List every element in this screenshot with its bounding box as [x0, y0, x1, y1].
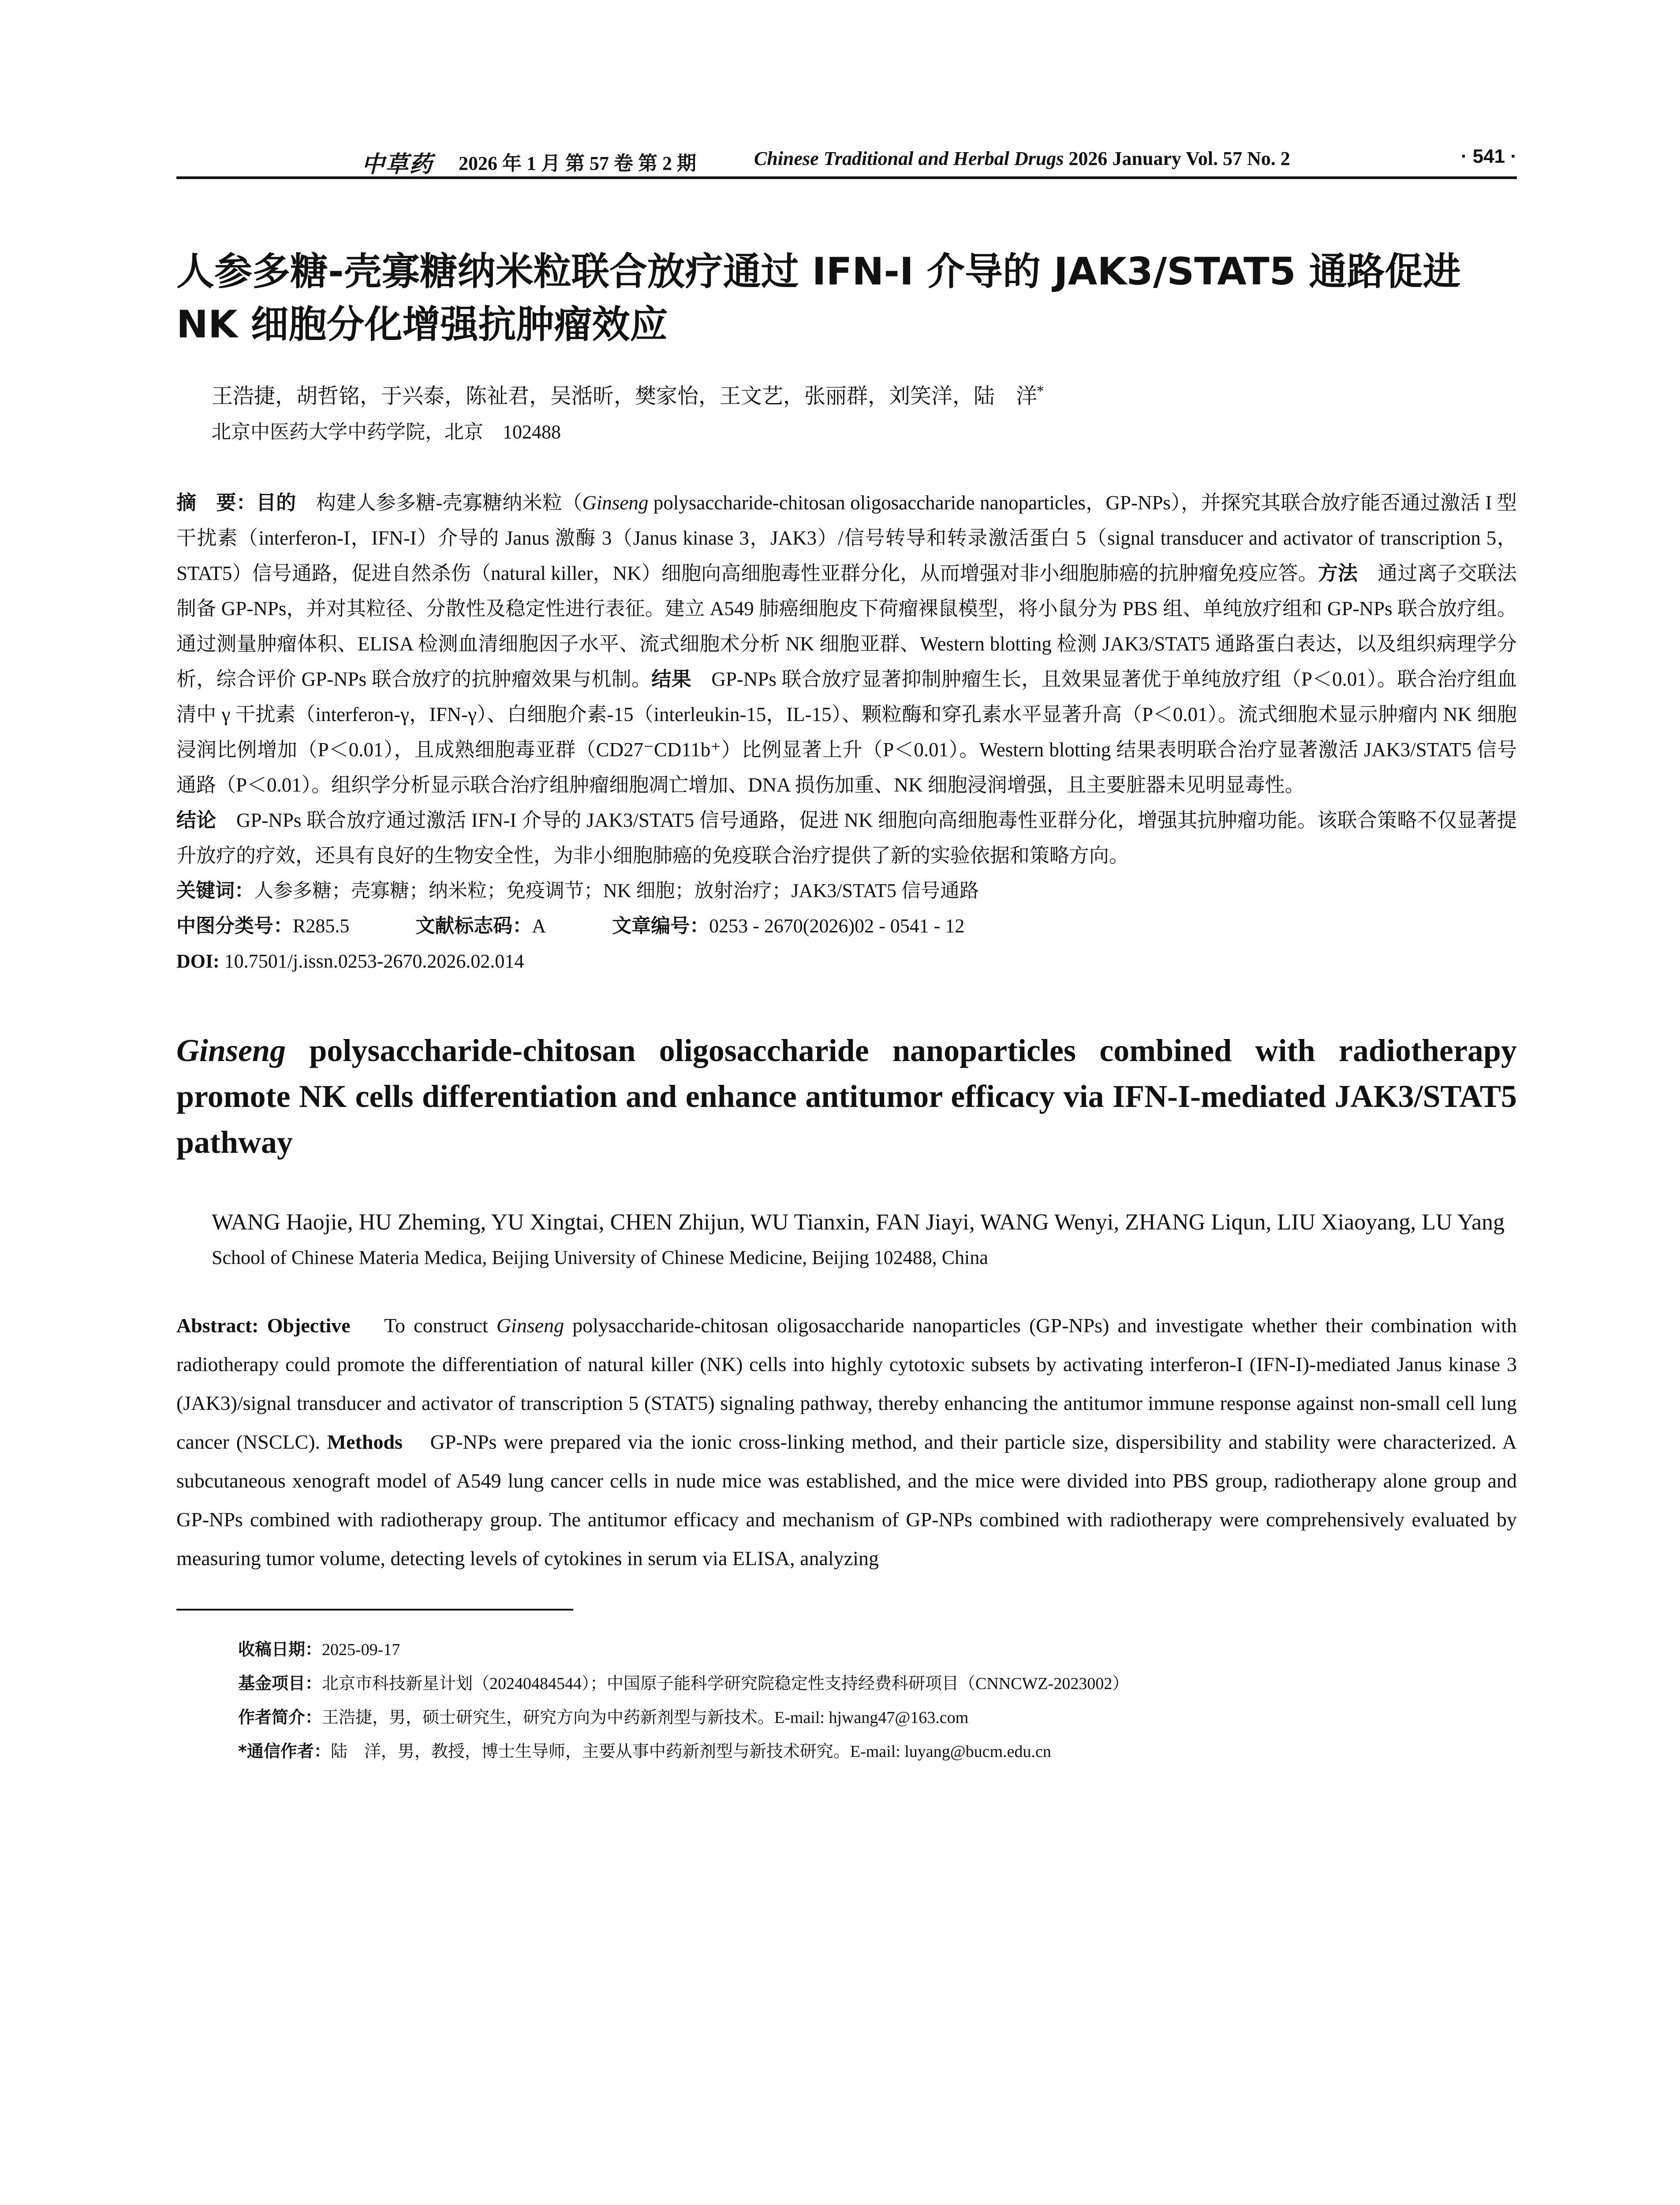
title-en-rest: polysaccharide-chitosan oligosaccharide nanoparticles combined with radiotherapy promote NK cells differentiation and enhance antitumor efficacy via IFN-I-mediated JAK3/STAT5 pathway	[176, 1033, 1517, 1160]
issue-en: 2026 January Vol. 57 No. 2	[1068, 148, 1290, 169]
clc-value: R285.5	[293, 915, 350, 937]
corr-label: *通信作者：	[238, 1742, 331, 1761]
affiliation-cn: 北京中医药大学中药学院，北京 102488	[212, 421, 561, 443]
affiliation-en: School of Chinese Materia Medica, Beijing University of Chinese Medicine, Beijing 102488, China	[212, 1247, 988, 1268]
fund	[238, 1667, 1517, 1700]
results-label-cn: 结果	[651, 667, 691, 691]
title-en	[176, 1028, 1517, 1165]
issue-cn: 2026 年 1 月 第 57 卷 第 2 期	[459, 153, 696, 174]
abstract-en	[176, 1306, 1517, 1578]
journal-logo: 中草药	[362, 152, 433, 177]
objective-text-cn-a: 构建人参多糖-壳寡糖纳米粒（	[316, 492, 582, 514]
bio-label: 作者简介：	[238, 1708, 322, 1727]
objective-text-cn-b: polysaccharide-chitosan oligosaccharide nanoparticles，GP-NPs），并探究其联合放疗能否通过激活 I 型干扰素（interferon-I，IFN-I）介导的 Janus 激酶 3（Janus kinase 3，JAK3）/信号转导和转录激活蛋白 5（signal transducer and activator of transcription 5，STAT5）信号通路，促进自然杀伤（natural killer，NK）细胞向高细胞毒性亚群分化，从而增强对非小细胞肺癌的抗肿瘤免疫应答。	[176, 492, 1517, 584]
corresponding-mark: *	[1037, 384, 1044, 399]
authors-cn	[212, 377, 1517, 410]
keywords-label: 关键词：	[176, 879, 254, 902]
doc-code-label: 文献标志码：	[415, 915, 532, 937]
journal-name-en: Chinese Traditional and Herbal Drugs	[754, 148, 1064, 169]
bio-value: 王浩捷，男，硕士研究生，研究方向为中药新剂型与新技术。E-mail: hjwang47@163.com	[322, 1708, 969, 1727]
ginseng-italic: Ginseng	[582, 492, 649, 514]
conclusion-text-cn: GP-NPs 联合放疗通过激活 IFN-I 介导的 JAK3/STAT5 信号通路，促进 NK 细胞向高细胞毒性亚群分化，增强其抗肿瘤功能。该联合策略不仅显著提升放疗的疗效，还具有良好的生物安全性，为非小细胞肺癌的免疫联合治疗提供了新的实验依据和策略方向。	[176, 809, 1517, 867]
classification	[176, 908, 1517, 944]
clc-label: 中图分类号：	[176, 915, 293, 937]
results-text-cn: GP-NPs 联合放疗显著抑制肿瘤生长，且效果显著优于单纯放疗组（P＜0.01）。联合治疗组血清中 γ 干扰素（interferon-γ，IFN-γ）、白细胞介素-15（interleukin-15，IL-15）、颗粒酶和穿孔素水平显著升高（P＜0.01）。流式细胞术显示肿瘤内 NK 细胞浸润比例增加（P＜0.01），且成熟细胞毒亚群（CD27⁻CD11b⁺）比例显著上升（P＜0.01）。Western blotting 结果表明联合治疗显著激活 JAK3/STAT5 信号通路（P＜0.01）。组织学分析显示联合治疗组肿瘤细胞凋亡增加、DNA 损伤加重、NK 细胞浸润增强，且主要脏器未见明显毒性。	[176, 668, 1517, 796]
authors-cn-list: 王浩捷，胡哲铭，于兴泰，陈祉君，吴湉昕，樊家怡，王文艺，张丽群，刘笑洋，陆 洋	[212, 384, 1038, 408]
footnotes	[176, 1633, 1517, 1768]
page-number: · 541 ·	[1460, 146, 1517, 167]
objective-text-en-b: polysaccharide-chitosan oligosaccharide nanoparticles (GP-NPs) and investigate whether their combination with radiotherapy could promote the differentiation of natural killer (NK) cells into highly cytotoxic subsets by activating interferon-I (IFN-I)-mediated Janus kinase 3 (JAK3)/signal transducer and activator of transcription 5 (STAT5) signaling pathway, thereby enhancing the antitumor immune response against non-small cell lung cancer (NSCLC).	[176, 1314, 1517, 1453]
abstract-label-en: Abstract: Objective	[176, 1314, 351, 1337]
conclusion-label-cn: 结论	[176, 808, 217, 832]
abstract-cn	[176, 485, 1517, 873]
corresponding-author	[238, 1734, 1517, 1768]
ginseng-italic-en: Ginseng	[496, 1314, 564, 1337]
authors-en: WANG Haojie, HU Zheming, YU Xingtai, CHEN Zhijun, WU Tianxin, FAN Jiayi, WANG Wenyi, ZHANG Liqun, LIU Xiaoyang, LU Yang	[212, 1210, 1505, 1235]
doi-value[interactable]: 10.7501/j.issn.0253-2670.2026.02.014	[224, 950, 524, 972]
received-date	[238, 1633, 1517, 1667]
fund-value: 北京市科技新星计划（20240484544）；中国原子能科学研究院稳定性支持经费科研项目（CNNCWZ-2023002）	[322, 1674, 1129, 1693]
fund-label: 基金项目：	[238, 1674, 322, 1693]
abstract-label-cn: 摘 要：	[176, 491, 257, 514]
methods-label-cn: 方法	[1318, 561, 1358, 585]
keywords-value: 人参多糖；壳寡糖；纳米粒；免疫调节；NK 细胞；放射治疗；JAK3/STAT5 信号通路	[254, 880, 979, 901]
methods-text-cn: 通过离子交联法制备 GP-NPs，并对其粒径、分散性及稳定性进行表征。建立 A549 肺癌细胞皮下荷瘤裸鼠模型，将小鼠分为 PBS 组、单纯放疗组和 GP-NPs 联合放疗组。通过测量肿瘤体积、ELISA 检测血清细胞因子水平、流式细胞术分析 NK 细胞亚群、Western blotting 检测 JAK3/STAT5 通路蛋白表达，以及组织病理学分析，综合评价 GP-NPs 联合放疗的抗肿瘤效果与机制。	[176, 562, 1517, 690]
journal-page	[176, 0, 1517, 1768]
journal-en	[754, 147, 1290, 170]
keywords	[176, 873, 1517, 908]
methods-text-en: GP-NPs were prepared via the ionic cross-linking method, and their particle size, dispersibility and stability were characterized. A subcutaneous xenograft model of A549 lung cancer cells in nude mice was established, and the mice were divided into PBS group, radiotherapy alone group and GP-NPs combined with radiotherapy group. The antitumor efficacy and mechanism of GP-NPs combined with radiotherapy were comprehensively evaluated by measuring tumor volume, detecting levels of cytokines in serum via ELISA, analyzing	[176, 1431, 1517, 1570]
title-en-italic: Ginseng	[176, 1033, 286, 1068]
doc-code-value: A	[532, 915, 546, 937]
objective-text-en-a: To construct	[384, 1314, 497, 1337]
methods-label-en: Methods	[327, 1431, 403, 1453]
title-cn: 人参多糖-壳寡糖纳米粒联合放疗通过 IFN-I 介导的 JAK3/STAT5 通路促进 NK 细胞分化增强抗肿瘤效应	[176, 250, 1461, 347]
corr-value: 陆 洋，男，教授，博士生导师，主要从事中药新剂型与新技术研究。E-mail: luyang@bucm.edu.cn	[330, 1742, 1051, 1761]
footnote-rule	[176, 1609, 573, 1611]
doi	[176, 944, 1517, 979]
received-value: 2025-09-17	[322, 1641, 400, 1659]
author-bio	[238, 1700, 1517, 1734]
objective-label-cn: 目的	[256, 491, 296, 514]
received-label: 收稿日期：	[238, 1640, 322, 1659]
running-header	[176, 146, 1517, 176]
doi-label: DOI:	[176, 950, 220, 972]
article-no-label: 文章编号：	[612, 915, 709, 937]
article-no-value: 0253 - 2670(2026)02 - 0541 - 12	[709, 915, 965, 937]
